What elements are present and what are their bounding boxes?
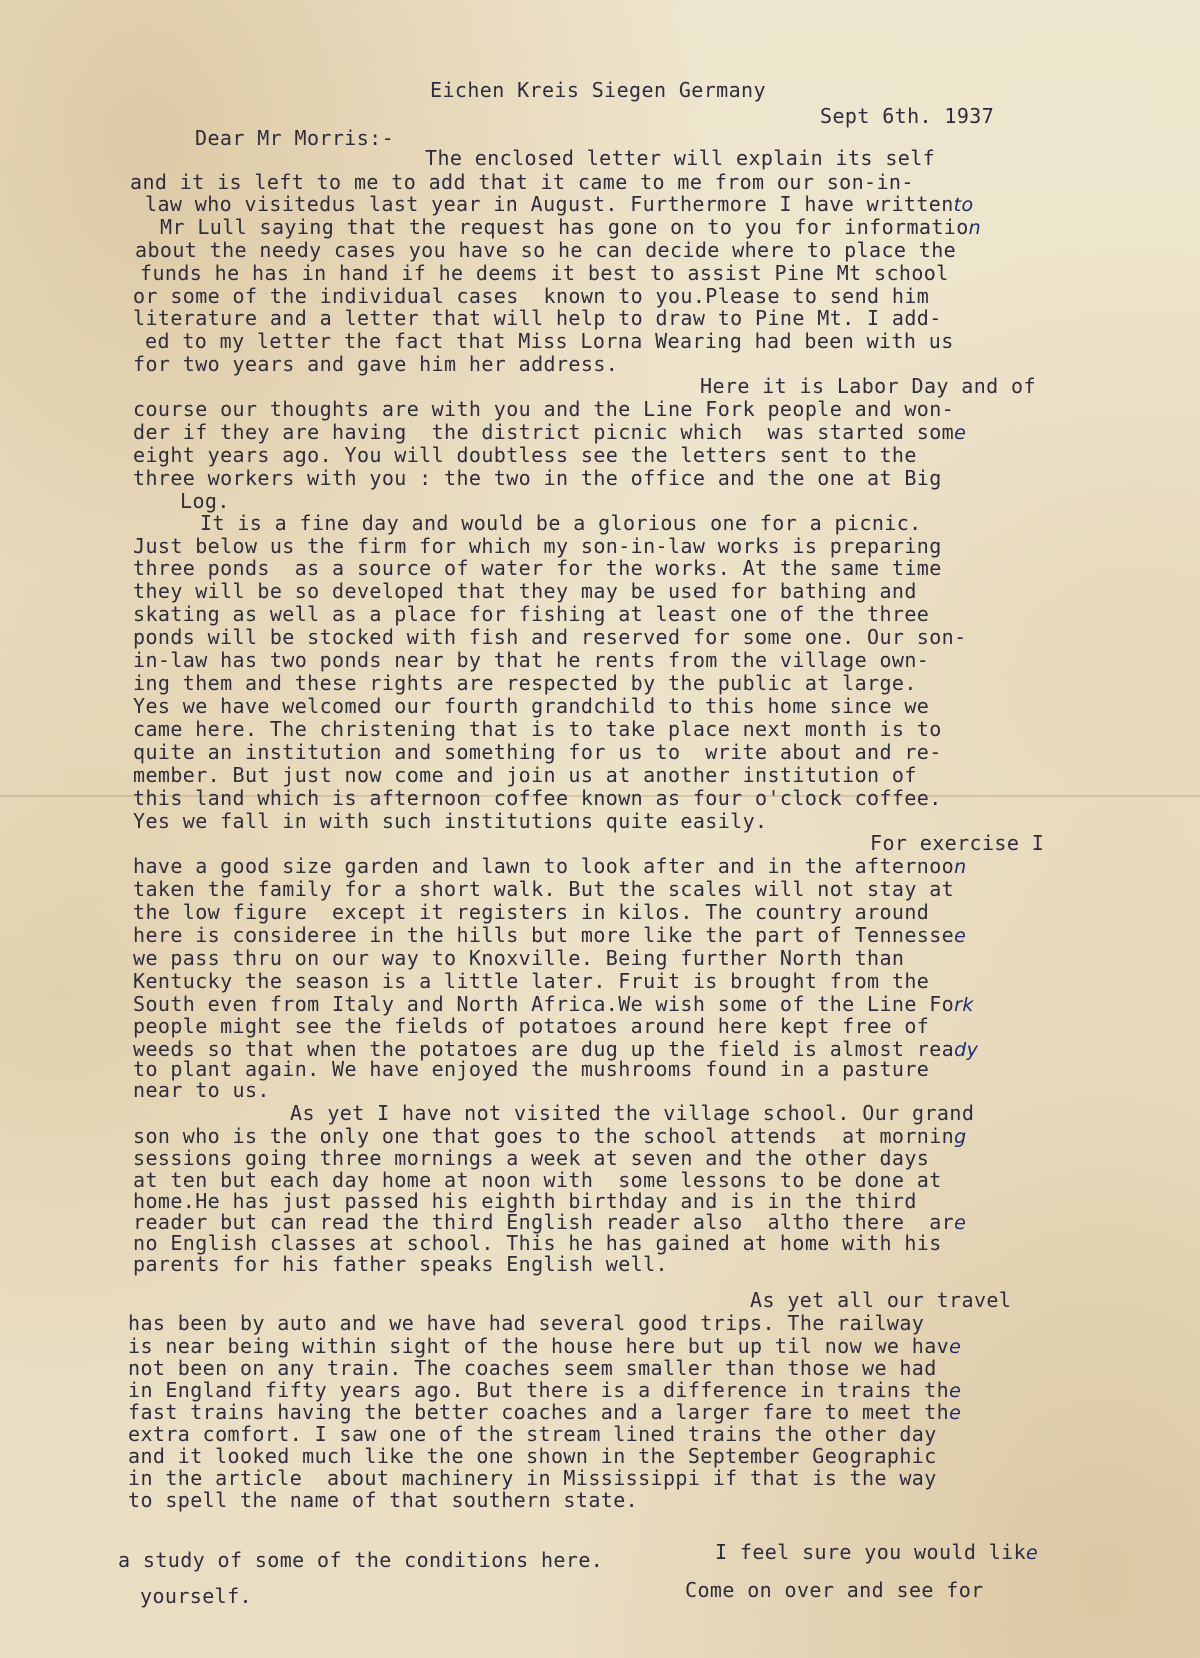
letter-line bbox=[145, 192, 974, 217]
letter-line bbox=[128, 1311, 924, 1335]
letter-line bbox=[140, 261, 949, 285]
typed-text: quite an institution and something for us to write about and re- bbox=[133, 740, 942, 764]
letter-line bbox=[133, 420, 966, 445]
typed-text: to plant again. We have enjoyed the mushrooms found in a pasture bbox=[133, 1057, 930, 1081]
letter-line bbox=[160, 215, 981, 240]
typed-text: and it looked much like the one shown in the September Geographic bbox=[128, 1444, 937, 1468]
letter-place: Eichen Kreis Siegen Germany bbox=[430, 78, 766, 102]
letter-line bbox=[135, 238, 956, 262]
letter-line bbox=[685, 1578, 984, 1602]
typed-text: they will be so developed that they may be used for bathing and bbox=[133, 579, 917, 603]
typed-text: Come on over and see for bbox=[685, 1578, 984, 1602]
letter-line bbox=[133, 809, 768, 833]
letter-line bbox=[133, 671, 917, 695]
typed-text: here is consideree in the hills but more like the part of Tennesse bbox=[133, 923, 955, 947]
typed-text: funds he has in hand if he deems it best to assist Pine Mt school bbox=[140, 261, 949, 285]
typed-text: The enclosed letter will explain its self bbox=[425, 146, 936, 170]
typed-text: literature and a letter that will help to draw to Pine Mt. I add- bbox=[133, 306, 942, 330]
typed-text: son who is the only one that goes to the school attends at mornin bbox=[133, 1124, 955, 1148]
typed-text: South even from Italy and North Africa.We wish some of the Line Fo bbox=[133, 992, 955, 1016]
handwritten-correction: n bbox=[968, 217, 982, 239]
letter-line bbox=[128, 1422, 937, 1446]
handwritten-correction: e bbox=[954, 925, 967, 947]
typed-text: extra comfort. I saw one of the stream lined trains the other day bbox=[128, 1422, 937, 1446]
handwritten-correction: g bbox=[954, 1126, 967, 1148]
typed-text: eight years ago. You will doubtless see the letters sent to the bbox=[133, 443, 917, 467]
letter-line bbox=[133, 786, 942, 810]
letter-salutation: Dear Mr Morris:- bbox=[195, 126, 395, 150]
typed-text: As yet all our travel bbox=[750, 1288, 1012, 1312]
letter-line bbox=[133, 534, 942, 558]
letter-line bbox=[133, 740, 942, 764]
typed-text: about the needy cases you have so he can decide where to place the bbox=[135, 238, 957, 262]
handwritten-correction: e bbox=[1026, 1542, 1039, 1564]
letter-line bbox=[200, 511, 922, 535]
letter-line bbox=[130, 170, 914, 194]
typed-text: weeds so that when the potatoes are dug up the field is almost rea bbox=[133, 1037, 955, 1061]
typed-text: no English classes at school. This he has gained at home with his bbox=[133, 1231, 942, 1255]
typed-text: course our thoughts are with you and the Line Fork people and won- bbox=[133, 397, 955, 421]
typed-text: It is a fine day and would be a glorious one for a picnic. bbox=[200, 511, 922, 535]
typed-text: is near being within sight of the house here but up til now we hav bbox=[128, 1334, 950, 1358]
typed-text: three workers with you : the two in the office and the one at Big bbox=[133, 466, 942, 490]
letter-line bbox=[290, 1101, 974, 1125]
letter-line bbox=[133, 854, 967, 879]
typed-text: Kentucky the season is a little later. Fruit is brought from the bbox=[133, 969, 930, 993]
handwritten-correction: e bbox=[954, 1212, 967, 1234]
letter-line bbox=[133, 969, 929, 993]
letter-line bbox=[128, 1356, 937, 1380]
typed-text: ponds will be stocked with fish and reserved for some one. Our son- bbox=[133, 625, 967, 649]
letter-line bbox=[133, 717, 942, 741]
letter-line bbox=[133, 946, 904, 970]
typed-text: we pass thru on our way to Knoxville. Being further North than bbox=[133, 946, 905, 970]
letter-line bbox=[140, 1584, 252, 1608]
typed-text: Yes we have welcomed our fourth grandchild to this home since we bbox=[133, 694, 930, 718]
letter-line bbox=[180, 489, 230, 513]
typed-text: I feel sure you would lik bbox=[715, 1540, 1027, 1564]
typed-text: skating as well as a place for fishing at least one of the three bbox=[133, 602, 930, 626]
letter-line bbox=[133, 466, 942, 490]
typed-text: fast trains having the better coaches and a larger fare to meet th bbox=[128, 1400, 950, 1424]
letter-line bbox=[870, 831, 1044, 855]
typed-text: Here it is Labor Day and of bbox=[700, 374, 1036, 398]
typed-text: this land which is afternoon coffee known as four o'clock coffee. bbox=[133, 786, 942, 810]
typed-text: in-law has two ponds near by that he rents from the village own- bbox=[133, 648, 930, 672]
letter-date: Sept 6th. 1937 bbox=[820, 104, 995, 128]
typed-text: a study of some of the conditions here. bbox=[118, 1548, 604, 1572]
letter-line bbox=[133, 306, 942, 330]
typed-text: parents for his father speaks English well. bbox=[133, 1252, 668, 1276]
typed-text: the low figure except it registers in kilos. The country around bbox=[133, 900, 930, 924]
typed-text: taken the family for a short walk. But the scales will not stay at bbox=[133, 877, 955, 901]
typed-text: people might see the fields of potatoes around here kept free of bbox=[133, 1014, 930, 1038]
letter-line bbox=[133, 397, 954, 421]
handwritten-correction: e bbox=[949, 1402, 962, 1424]
handwritten-correction: n bbox=[954, 856, 967, 878]
typed-text: reader but can read the third English reader also altho there ar bbox=[133, 1210, 955, 1234]
typed-text: have a good size garden and lawn to look after and in the afternoo bbox=[133, 854, 955, 878]
letter-line bbox=[133, 352, 618, 376]
handwritten-correction: e bbox=[954, 422, 967, 444]
letter-line bbox=[750, 1288, 1011, 1312]
typed-text: Just below us the firm for which my son-in-law works is preparing bbox=[133, 534, 942, 558]
letter-line bbox=[133, 1146, 929, 1170]
typed-text: law who visitedus last year in August. Furthermore I have written bbox=[145, 192, 954, 216]
handwritten-correction: rk bbox=[954, 994, 974, 1016]
typed-text: As yet I have not visited the village school. Our grand bbox=[290, 1101, 975, 1125]
letter-line bbox=[118, 1548, 603, 1572]
letter-line bbox=[145, 329, 954, 353]
letter-line bbox=[133, 1014, 929, 1038]
letter-line bbox=[133, 579, 917, 603]
handwritten-correction: e bbox=[949, 1380, 962, 1402]
typed-text: home.He has just passed his eighth birthday and is in the third bbox=[133, 1189, 917, 1213]
typed-text: in England fifty years ago. But there is a difference in trains th bbox=[128, 1378, 950, 1402]
typed-text: in the article about machinery in Mississippi if that is the way bbox=[128, 1466, 937, 1490]
letter-line bbox=[133, 900, 929, 924]
typed-text: near to us. bbox=[133, 1078, 270, 1102]
typed-text: sessions going three mornings a week at seven and the other days bbox=[133, 1146, 930, 1170]
letter-line bbox=[133, 443, 917, 467]
letter-line bbox=[133, 648, 929, 672]
handwritten-correction: to bbox=[953, 194, 974, 216]
letter-line bbox=[133, 284, 929, 308]
typed-text: Log. bbox=[180, 489, 230, 513]
handwritten-correction: dy bbox=[954, 1039, 979, 1061]
typed-text: ed to my letter the fact that Miss Lorna Wearing had been with us bbox=[145, 329, 954, 353]
typed-text: member. But just now come and join us at another institution of bbox=[133, 763, 917, 787]
typed-text: came here. The christening that is to take place next month is to bbox=[133, 717, 942, 741]
letter-line bbox=[700, 374, 1036, 398]
letter-line bbox=[128, 1444, 937, 1468]
letter-line bbox=[133, 923, 966, 948]
letter-line bbox=[133, 1252, 668, 1276]
letter-line bbox=[133, 625, 967, 649]
letter-line bbox=[133, 556, 942, 580]
letter-line bbox=[425, 146, 935, 170]
typed-text: yourself. bbox=[140, 1584, 252, 1608]
typed-text: For exercise I bbox=[870, 831, 1045, 855]
handwritten-correction: e bbox=[949, 1336, 962, 1358]
letter-line bbox=[128, 1466, 937, 1490]
typed-text: for two years and gave him her address. bbox=[133, 352, 619, 376]
typed-text: not been on any train. The coaches seem smaller than those we had bbox=[128, 1356, 937, 1380]
typed-text: ing them and these rights are respected by the public at large. bbox=[133, 671, 917, 695]
typed-text: Yes we fall in with such institutions quite easily. bbox=[133, 809, 768, 833]
letter-line bbox=[128, 1488, 638, 1512]
typed-text: or some of the individual cases known to you.Please to send him bbox=[133, 284, 930, 308]
typed-text: and it is left to me to add that it came to me from our son-in- bbox=[130, 170, 914, 194]
letter-line bbox=[133, 602, 929, 626]
typed-text: der if they are having the district picnic which was started som bbox=[133, 420, 955, 444]
typed-text: three ponds as a source of water for the works. At the same time bbox=[133, 556, 942, 580]
typed-text: to spell the name of that southern state. bbox=[128, 1488, 639, 1512]
letter-line bbox=[133, 763, 917, 787]
letter-line bbox=[715, 1540, 1038, 1565]
letter-line bbox=[133, 877, 954, 901]
typed-text: at ten but each day home at noon with some lessons to be done at bbox=[133, 1168, 942, 1192]
letter-line bbox=[133, 694, 929, 718]
typed-text: Mr Lull saying that the request has gone on to you for informatio bbox=[160, 215, 969, 239]
typed-text: has been by auto and we have had several good trips. The railway bbox=[128, 1311, 925, 1335]
letter-line bbox=[133, 1078, 270, 1102]
